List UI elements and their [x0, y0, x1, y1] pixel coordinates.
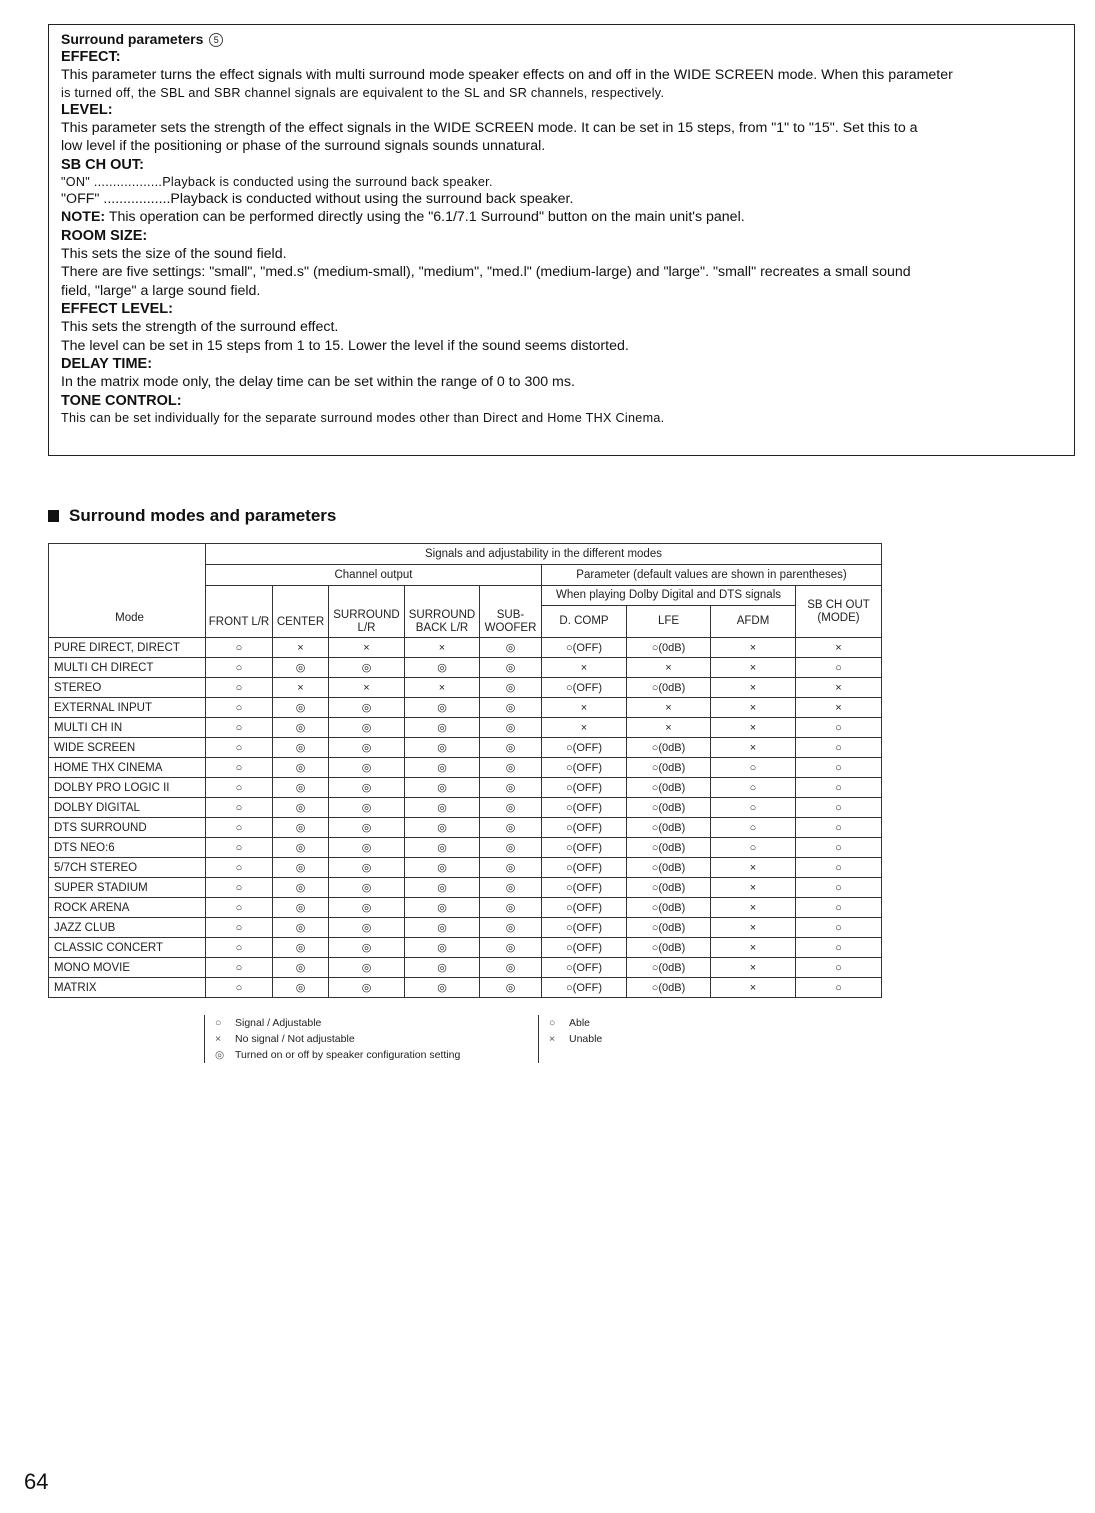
table-cell: ◎ [273, 938, 329, 958]
table-cell: × [273, 638, 329, 658]
page-number: 64 [24, 1469, 49, 1494]
table-cell: ○ [711, 758, 796, 778]
table-cell: ○ [796, 858, 882, 878]
table-row [49, 918, 882, 938]
table-cell: ○(OFF) [542, 898, 627, 918]
sbch-off: "OFF" .................Playback is conducted without using the surround back speaker. [61, 190, 574, 207]
table-cell: ◎ [273, 698, 329, 718]
table-cell: ◎ [329, 978, 405, 998]
table-cell: ◎ [405, 658, 480, 678]
table-cell: ◎ [273, 778, 329, 798]
table-cell: ○(OFF) [542, 958, 627, 978]
table-cell: ○(OFF) [542, 938, 627, 958]
table-cell: ○ [796, 938, 882, 958]
table-cell: ◎ [273, 958, 329, 978]
table-cell: ○ [796, 958, 882, 978]
table-cell: ○ [796, 778, 882, 798]
room-line-3: field, "large" a large sound field. [61, 282, 261, 299]
table-cell: × [405, 638, 480, 658]
table-cell: ○ [796, 838, 882, 858]
header-dolby: When playing Dolby Digital and DTS signals [542, 586, 796, 606]
table-row [49, 878, 882, 898]
delay-line-1: In the matrix mode only, the delay time can be set within the range of 0 to 300 ms. [61, 374, 575, 390]
cross-icon: × [549, 1033, 556, 1045]
table-cell: ○ [796, 758, 882, 778]
table-cell: ◎ [329, 958, 405, 978]
mode-name: CLASSIC CONCERT [49, 938, 206, 958]
col-afdm: AFDM [711, 606, 796, 638]
table-cell: ○ [206, 978, 273, 998]
table-cell: ◎ [405, 798, 480, 818]
table-row [49, 638, 882, 658]
header-channel: Channel output [206, 565, 542, 586]
mode-name: SUPER STADIUM [49, 878, 206, 898]
sbch-on: "ON" ..................Playback is conducted using the surround back speaker. [61, 174, 493, 189]
legend-unable-text: Unable [569, 1033, 603, 1045]
table-cell: ○(0dB) [627, 978, 711, 998]
table-cell: ◎ [405, 818, 480, 838]
table-cell: ○ [206, 778, 273, 798]
table-cell: ◎ [273, 718, 329, 738]
mode-name: MATRIX [49, 978, 206, 998]
table-cell: ◎ [329, 918, 405, 938]
table-cell: ○ [711, 778, 796, 798]
table-cell: ◎ [273, 918, 329, 938]
table-cell: ◎ [405, 698, 480, 718]
table-cell: ○(OFF) [542, 818, 627, 838]
table-cell: ○ [796, 918, 882, 938]
level-line-1: This parameter sets the strength of the effect signals in the WIDE SCREEN mode. It can be set in 15 steps, from "1" to "15". Set this to a [61, 119, 918, 136]
table-cell: × [796, 678, 882, 698]
room-heading: ROOM SIZE: [61, 227, 148, 244]
table-cell: × [627, 718, 711, 738]
table-cell: ◎ [405, 898, 480, 918]
table-cell: ○ [206, 838, 273, 858]
table-cell: × [711, 958, 796, 978]
table-cell: × [329, 638, 405, 658]
table-row [49, 958, 882, 978]
header-signals: Signals and adjustability in the different modes [206, 544, 882, 565]
table-cell: × [711, 658, 796, 678]
table-cell: × [711, 878, 796, 898]
table-cell: ○ [796, 658, 882, 678]
table-cell: ◎ [273, 898, 329, 918]
circle-icon: ○ [549, 1017, 556, 1029]
table-cell: ○ [206, 738, 273, 758]
table-cell: ○ [711, 798, 796, 818]
table-cell: ◎ [273, 658, 329, 678]
table-cell: ○(OFF) [542, 838, 627, 858]
table-cell: ◎ [480, 838, 542, 858]
table-cell: ○(0dB) [627, 898, 711, 918]
legend-nosignal [215, 1031, 540, 1047]
table-row [49, 798, 882, 818]
table-row [49, 678, 882, 698]
legend-signal-text: Signal / Adjustable [235, 1017, 322, 1029]
table-cell: ◎ [329, 658, 405, 678]
circle-icon: ○ [215, 1017, 222, 1029]
table-cell: ○ [206, 858, 273, 878]
table-row [49, 938, 882, 958]
efflevel-line-2: The level can be set in 15 steps from 1 to 15. Lower the level if the sound seems distorted. [61, 337, 629, 354]
table-cell: ◎ [480, 758, 542, 778]
table-cell: ◎ [329, 938, 405, 958]
table-cell: ○ [796, 978, 882, 998]
table-row [49, 858, 882, 878]
col-front: FRONT L/R [206, 586, 273, 638]
table-cell: × [711, 638, 796, 658]
table-cell: ◎ [329, 758, 405, 778]
table-cell: ○(OFF) [542, 978, 627, 998]
table-cell: ○(0dB) [627, 678, 711, 698]
note-label: NOTE: [61, 209, 106, 225]
table-cell: ◎ [480, 918, 542, 938]
table-cell: × [273, 678, 329, 698]
table-cell: ○ [206, 958, 273, 978]
table-cell: ◎ [480, 698, 542, 718]
table-cell: ◎ [273, 758, 329, 778]
col-sbch: SB CH OUT (MODE) [796, 586, 882, 638]
table-cell: ◎ [273, 978, 329, 998]
table-cell: × [711, 738, 796, 758]
table-cell: ○ [206, 818, 273, 838]
table-cell: ○(OFF) [542, 638, 627, 658]
level-line-2: low level if the positioning or phase of the surround signals sounds unnatural. [61, 138, 546, 154]
legend-able-text: Able [569, 1017, 591, 1029]
table-cell: ◎ [480, 678, 542, 698]
header-param: Parameter (default values are shown in parentheses) [542, 565, 882, 586]
mode-name: MULTI CH DIRECT [49, 658, 206, 678]
table-row [49, 738, 882, 758]
mode-rows [49, 638, 882, 998]
table-cell: ○ [206, 698, 273, 718]
mode-name: DOLBY PRO LOGIC II [49, 778, 206, 798]
table-cell: ◎ [329, 898, 405, 918]
table-cell: ◎ [405, 758, 480, 778]
mode-name: EXTERNAL INPUT [49, 698, 206, 718]
table-cell: ◎ [405, 978, 480, 998]
table-cell: ○(0dB) [627, 838, 711, 858]
table-cell: ◎ [329, 878, 405, 898]
legend-able [549, 1015, 602, 1031]
table-cell: × [711, 898, 796, 918]
table-cell: ◎ [405, 938, 480, 958]
table-cell: × [711, 918, 796, 938]
mode-name: STEREO [49, 678, 206, 698]
legend-speaker [215, 1047, 540, 1063]
table-cell: ◎ [273, 798, 329, 818]
effect-heading: EFFECT: [61, 49, 121, 65]
mode-name: MONO MOVIE [49, 958, 206, 978]
room-line-1: This sets the size of the sound field. [61, 245, 287, 262]
table-cell: ○(0dB) [627, 818, 711, 838]
table-cell: ◎ [329, 858, 405, 878]
table-cell: ○(OFF) [542, 678, 627, 698]
table-cell: ○ [206, 758, 273, 778]
table-cell: ○(0dB) [627, 958, 711, 978]
mode-name: PURE DIRECT, DIRECT [49, 638, 206, 658]
table-row [49, 698, 882, 718]
square-bullet-icon [48, 510, 59, 522]
table-row [49, 758, 882, 778]
cross-icon: × [215, 1033, 222, 1045]
col-subwoofer: SUB-WOOFER [480, 586, 542, 638]
table-cell: ○ [711, 838, 796, 858]
table-cell: ○ [206, 638, 273, 658]
sbch-heading: SB CH OUT: [61, 156, 144, 173]
table-cell: ○ [206, 798, 273, 818]
table-cell: ◎ [480, 878, 542, 898]
mode-name: WIDE SCREEN [49, 738, 206, 758]
mode-name: 5/7CH STEREO [49, 858, 206, 878]
table-cell: ○ [206, 718, 273, 738]
table-cell: ○(0dB) [627, 758, 711, 778]
table-cell: ○ [796, 798, 882, 818]
table-cell: ○(0dB) [627, 918, 711, 938]
table-cell: ◎ [480, 818, 542, 838]
table-cell: ◎ [273, 818, 329, 838]
legend-right [538, 1015, 602, 1063]
table-cell: × [711, 938, 796, 958]
table-cell: ○ [796, 878, 882, 898]
table-cell: ◎ [273, 858, 329, 878]
note-text: This operation can be performed directly using the "6.1/7.1 Surround" button on the main unit's panel. [105, 209, 745, 225]
table-cell: ◎ [480, 738, 542, 758]
table-cell: × [627, 698, 711, 718]
level-heading: LEVEL: [61, 101, 113, 118]
tone-heading: TONE CONTROL: [61, 392, 182, 409]
table-cell: × [329, 678, 405, 698]
table-cell: ○(OFF) [542, 798, 627, 818]
efflevel-line-1: This sets the strength of the surround effect. [61, 319, 339, 335]
tone-line-1: This can be set individually for the separate surround modes other than Direct and Home THX Cinema. [61, 410, 665, 425]
legend-nosignal-text: No signal / Not adjustable [235, 1033, 355, 1045]
table-cell: ○(0dB) [627, 778, 711, 798]
legend-speaker-text: Turned on or off by speaker configuration setting [235, 1049, 461, 1061]
table-cell: ○ [206, 918, 273, 938]
table-row [49, 978, 882, 998]
col-center: CENTER [273, 586, 329, 638]
box-title [61, 31, 1064, 48]
table-cell: × [711, 858, 796, 878]
table-cell: ○ [796, 898, 882, 918]
table-cell: ◎ [405, 958, 480, 978]
legend-signal [215, 1015, 540, 1031]
table-cell: × [711, 698, 796, 718]
table-row [49, 778, 882, 798]
table-row [49, 718, 882, 738]
table-cell: ○ [206, 878, 273, 898]
table-cell: ◎ [480, 798, 542, 818]
table-cell: ○(OFF) [542, 878, 627, 898]
table-cell: ◎ [405, 878, 480, 898]
table-cell: ○(0dB) [627, 738, 711, 758]
legend-unable [549, 1031, 602, 1047]
table-cell: ○(0dB) [627, 878, 711, 898]
table-cell: ◎ [480, 858, 542, 878]
table-cell: × [542, 718, 627, 738]
mode-name: DTS SURROUND [49, 818, 206, 838]
table-cell: ○(0dB) [627, 858, 711, 878]
table-cell: ◎ [480, 718, 542, 738]
table-row [49, 898, 882, 918]
table-cell: ○(OFF) [542, 778, 627, 798]
col-surround-back: SURROUND BACK L/R [405, 586, 480, 638]
table-cell: ◎ [329, 838, 405, 858]
table-row [49, 658, 882, 678]
mode-name: JAZZ CLUB [49, 918, 206, 938]
table-cell: ◎ [273, 878, 329, 898]
table-cell: ○ [206, 658, 273, 678]
table-row [49, 838, 882, 858]
effect-line-1: This parameter turns the effect signals with multi surround mode speaker effects on and off in the WIDE SCREEN mode. When this parameter [61, 67, 953, 83]
note-line [61, 208, 1064, 227]
section-title [48, 506, 336, 526]
table-cell: ◎ [405, 738, 480, 758]
table-cell: ◎ [329, 778, 405, 798]
surround-parameters-box [48, 24, 1075, 456]
table-cell: ◎ [405, 838, 480, 858]
table-cell: ○ [796, 738, 882, 758]
col-surround: SURROUND L/R [329, 586, 405, 638]
table-cell: ○ [711, 818, 796, 838]
double-circle-icon: ◎ [215, 1049, 225, 1061]
room-line-2: There are five settings: "small", "med.s" (medium-small), "medium", "med.l" (medium-large) and "large". "small" recreates a small sound [61, 264, 911, 280]
col-mode: Mode [49, 544, 206, 638]
table-cell: × [711, 678, 796, 698]
delay-heading: DELAY TIME: [61, 356, 153, 372]
table-cell: × [796, 698, 882, 718]
table-cell: ◎ [405, 858, 480, 878]
table-cell: ◎ [480, 898, 542, 918]
table-cell: ◎ [329, 718, 405, 738]
table-cell: ◎ [480, 658, 542, 678]
modes-table [48, 543, 882, 998]
table-cell: × [627, 658, 711, 678]
mode-name: ROCK ARENA [49, 898, 206, 918]
table-cell: × [711, 978, 796, 998]
table-cell: ◎ [329, 698, 405, 718]
table-row [49, 818, 882, 838]
table-cell: ◎ [480, 978, 542, 998]
table-cell: × [711, 718, 796, 738]
table-cell: ◎ [480, 638, 542, 658]
mode-name: DOLBY DIGITAL [49, 798, 206, 818]
table-cell: × [542, 698, 627, 718]
table-cell: ○ [206, 938, 273, 958]
table-cell: × [542, 658, 627, 678]
col-lfe: LFE [627, 606, 711, 638]
table-cell: ○ [796, 818, 882, 838]
mode-name: MULTI CH IN [49, 718, 206, 738]
table-cell: ◎ [273, 738, 329, 758]
col-dcomp: D. COMP [542, 606, 627, 638]
table-cell: ◎ [329, 798, 405, 818]
table-cell: ◎ [405, 718, 480, 738]
table-cell: ○ [206, 898, 273, 918]
params-title: Surround parameters [61, 31, 204, 47]
table-cell: × [405, 678, 480, 698]
table-cell: ○ [796, 718, 882, 738]
mode-name: DTS NEO:6 [49, 838, 206, 858]
effect-line-2: is turned off, the SBL and SBR channel signals are equivalent to the SL and SR channels, respectively. [61, 85, 665, 100]
table-cell: ○(OFF) [542, 858, 627, 878]
table-cell: ◎ [405, 918, 480, 938]
mode-name: HOME THX CINEMA [49, 758, 206, 778]
table-cell: ○(0dB) [627, 938, 711, 958]
table-cell: ◎ [480, 958, 542, 978]
table-cell: ○(OFF) [542, 758, 627, 778]
table-cell: ◎ [480, 778, 542, 798]
table-cell: ◎ [405, 778, 480, 798]
table-cell: ◎ [273, 838, 329, 858]
table-cell: × [796, 638, 882, 658]
legend-left [204, 1015, 540, 1063]
table-cell: ○(OFF) [542, 918, 627, 938]
table-cell: ○(0dB) [627, 798, 711, 818]
table-cell: ◎ [329, 818, 405, 838]
circled-number: 5 [209, 33, 223, 47]
table-cell: ○(0dB) [627, 638, 711, 658]
table-cell: ○(OFF) [542, 738, 627, 758]
efflevel-heading: EFFECT LEVEL: [61, 301, 173, 317]
table-cell: ◎ [329, 738, 405, 758]
table-cell: ○ [206, 678, 273, 698]
table-cell: ◎ [480, 938, 542, 958]
section-title-text: Surround modes and parameters [69, 506, 337, 525]
